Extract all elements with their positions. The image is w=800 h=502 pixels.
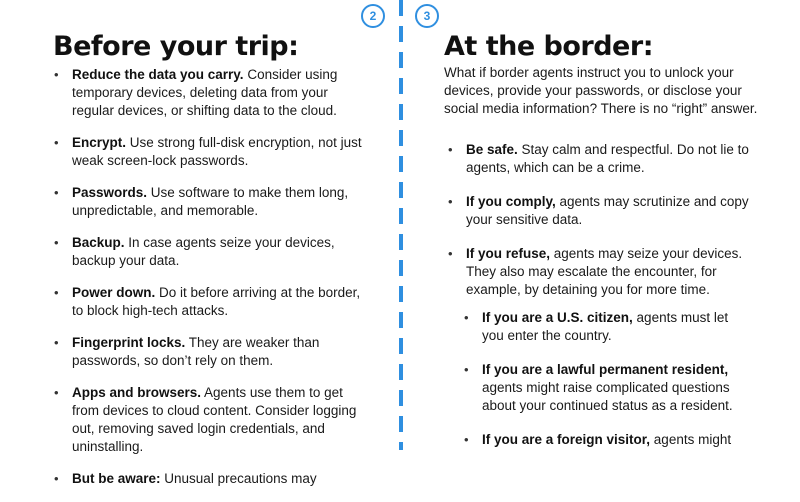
list-item [448, 193, 758, 229]
bullet-icon: • [54, 385, 59, 400]
item-text: agents may scrutinize and copy your sensitive data. [466, 194, 749, 227]
list-item [464, 309, 744, 345]
list-item [54, 470, 364, 488]
list-item [464, 361, 744, 415]
bullet-icon: • [54, 335, 59, 350]
list-item [54, 66, 364, 120]
item-lead: If you comply, [466, 194, 556, 209]
list-item [54, 134, 364, 170]
step-number-badge: 2 [361, 4, 385, 28]
item-lead: Fingerprint locks. [72, 335, 186, 350]
list-item [54, 384, 364, 456]
list-item [54, 334, 364, 370]
bullet-icon: • [448, 194, 453, 209]
section-title: At the border: [444, 31, 653, 62]
dashed-divider [399, 0, 403, 450]
item-text: Use software to make them long, unpredictable, and memorable. [72, 185, 349, 218]
item-text: Unusual precautions may [160, 471, 317, 486]
bullet-icon: • [448, 142, 453, 157]
item-lead: Backup. [72, 235, 125, 250]
item-lead: Be safe. [466, 142, 518, 157]
bullet-icon: • [464, 432, 469, 447]
bullet-icon: • [464, 362, 469, 377]
item-text: Stay calm and respectful. Do not lie to agents, which can be a crime. [466, 142, 749, 175]
step-number-badge: 3 [415, 4, 439, 28]
list-item [448, 245, 758, 299]
bullet-icon: • [54, 67, 59, 82]
bullet-icon: • [54, 185, 59, 200]
bullet-icon: • [54, 135, 59, 150]
list-item [448, 141, 758, 177]
item-text: Consider using temporary devices, deleting data from your regular devices, or shifting data to the cloud. [72, 67, 338, 118]
item-lead: If you are a foreign visitor, [482, 432, 651, 447]
list-item [54, 234, 364, 270]
item-text: Agents use them to get from devices to cloud content. Consider logging out, removing saved login credentials, and uninstalling. [72, 385, 357, 454]
bullet-icon: • [54, 235, 59, 250]
item-lead: Encrypt. [72, 135, 127, 150]
list-item [464, 431, 744, 449]
bullet-icon: • [54, 285, 59, 300]
item-lead: If you are a lawful permanent resident, [482, 362, 729, 377]
item-lead: If you are a U.S. citizen, [482, 310, 633, 325]
item-text: agents must let you enter the country. [482, 310, 729, 343]
bullet-icon: • [464, 310, 469, 325]
item-text: agents might raise complicated questions about your continued status as a resident. [482, 380, 733, 413]
item-lead: Reduce the data you carry. [72, 67, 244, 82]
intro-paragraph: What if border agents instruct you to unlock your devices, provide your passwords, or disclose your social media information? There is no “right” answer. [444, 65, 758, 116]
item-lead: Apps and browsers. [72, 385, 202, 400]
item-lead: Power down. [72, 285, 156, 300]
at-border-list [448, 141, 758, 315]
bullet-icon: • [448, 246, 453, 261]
section-title: Before your trip: [53, 31, 299, 62]
item-text: Do it before arriving at the border, to block high-tech attacks. [72, 285, 361, 318]
before-trip-list [54, 66, 364, 502]
bullet-icon: • [54, 471, 59, 486]
list-item [54, 184, 364, 220]
item-lead: But be aware: [72, 471, 161, 486]
item-text: Use strong full-disk encryption, not just weak screen-lock passwords. [72, 135, 362, 168]
item-text: agents might [650, 432, 732, 447]
list-item [54, 284, 364, 320]
item-text: In case agents seize your devices, backup your data. [72, 235, 335, 268]
item-lead: If you refuse, [466, 246, 551, 261]
item-text: They are weaker than passwords, so don’t rely on them. [72, 335, 320, 368]
item-lead: Passwords. [72, 185, 148, 200]
status-sub-list [464, 309, 744, 465]
item-text: agents may seize your devices. They also may escalate the encounter, for example, by detaining you for more time. [466, 246, 743, 297]
